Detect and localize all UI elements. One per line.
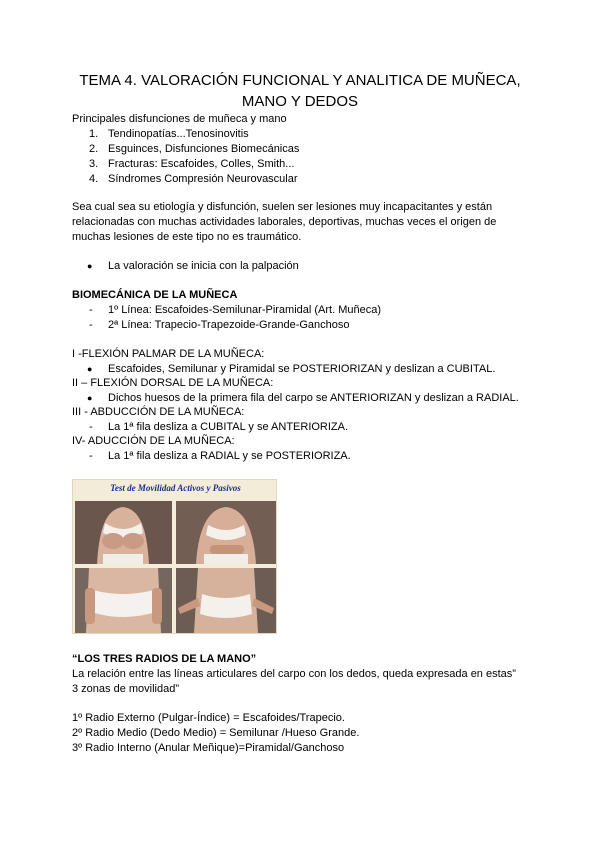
dash-item: - 2ª Línea: Trapecio-Trapezoide-Grande-Ganchoso (89, 319, 350, 331)
bullet-icon: ● (87, 261, 93, 271)
section-heading: III - ABDUCCIÓN DE LA MUÑECA: (72, 406, 245, 418)
biomecanica-heading: BIOMECÁNICA DE LA MUÑECA (72, 289, 238, 301)
figure-caption: Test de Movilidad Activos y Pasivos (110, 483, 241, 493)
bullet-item: ● Dichos huesos de la primera fila del carpo se ANTERIORIZAN y deslizan a RADIAL. (87, 392, 519, 404)
paragraph-line: La relación entre las líneas articulares del carpo con los dedos, queda expresada en estas” (72, 668, 516, 680)
bullet-icon: ● (87, 393, 93, 403)
section-heading: IV- ADUCCIÓN DE LA MUÑECA: (72, 435, 235, 447)
bullet-item: ● Escafoides, Semilunar y Piramidal se POSTERIORIZAN y deslizan a CUBITAL. (87, 363, 496, 375)
list-item: 3. Fracturas: Escafoides, Colles, Smith... (89, 158, 295, 170)
list-item: 2. Esguinces, Disfunciones Biomecánicas (89, 143, 300, 155)
intro-heading: Principales disfunciones de muñeca y mano (72, 113, 287, 125)
paragraph-line: relacionadas con muchas actividades laborales, deportivas, muchas veces el origen de (72, 216, 497, 228)
list-item: 1. Tendinopatías...Tenosinovitis (89, 128, 249, 140)
radio-line: 3º Radio Interno (Anular Meñique)=Piramidal/Ganchoso (72, 742, 345, 754)
list-item: 4. Síndromes Compresión Neurovascular (89, 173, 298, 185)
title-line-1: TEMA 4. VALORACIÓN FUNCIONAL Y ANALITICA DE MUÑECA, (79, 72, 521, 89)
paragraph-line: Sea cual sea su etiología y disfunción, suelen ser lesiones muy incapacitantes y están (72, 201, 493, 213)
section-heading: I -FLEXIÓN PALMAR DE LA MUÑECA: (72, 348, 265, 360)
title-line-2: MANO Y DEDOS (241, 93, 359, 110)
paragraph-line: 3 zonas de movilidad” (72, 683, 180, 695)
photo-panel (75, 501, 172, 564)
photo-panel (75, 568, 172, 633)
bullet-icon: ● (87, 364, 93, 374)
section-heading: II – FLEXIÓN DORSAL DE LA MUÑECA: (72, 377, 274, 389)
dash-item: - 1º Línea: Escafoides-Semilunar-Piramidal (Art. Muñeca) (89, 304, 382, 316)
dash-item: - La 1ª fila desliza a CUBITAL y se ANTERIORIZA. (89, 421, 349, 433)
photo-panel (176, 501, 276, 564)
figure-image (72, 479, 277, 634)
page-title (72, 70, 528, 112)
paragraph-line: muchas lesiones de este tipo no es traumático. (72, 231, 302, 243)
tres-radios-heading: “LOS TRES RADIOS DE LA MANO” (72, 653, 257, 665)
photo-panel (176, 568, 276, 633)
bullet-item: ● La valoración se inicia con la palpación (87, 260, 299, 272)
radio-line: 1º Radio Externo (Pulgar-Índice) = Escafoides/Trapecio. (72, 712, 345, 724)
dash-item: - La 1ª fila desliza a RADIAL y se POSTERIORIZA. (89, 450, 351, 462)
radio-line: 2º Radio Medio (Dedo Medio) = Semilunar /Hueso Grande. (72, 727, 360, 739)
